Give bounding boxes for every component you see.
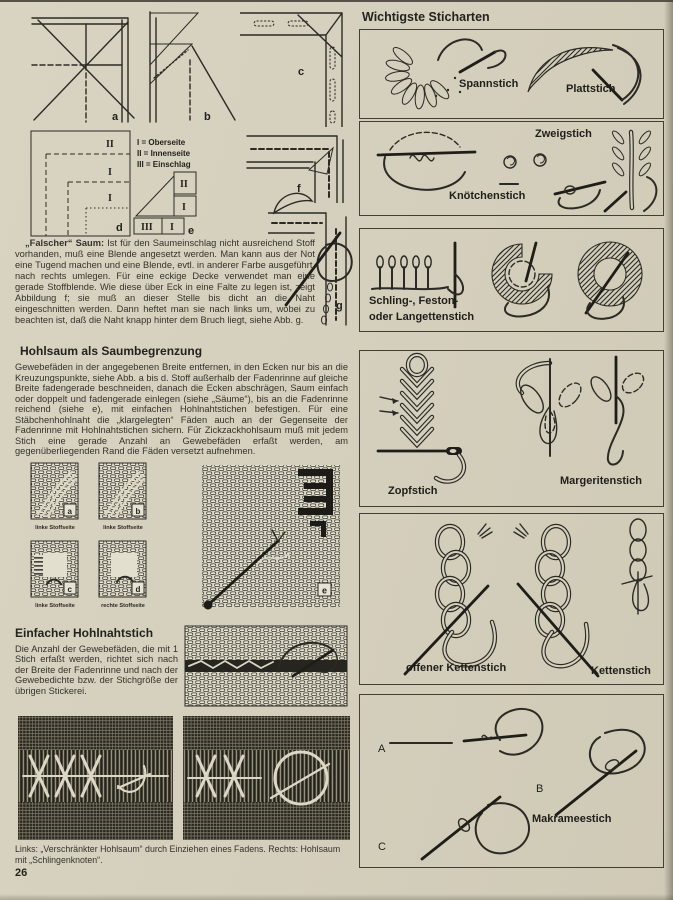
numeral-label: II xyxy=(106,139,114,150)
photo-hohlsaum-schlingenknoten xyxy=(183,716,350,840)
falscher-saum-body: Ist für den Saumeinschlag nicht ausreichend Stoff vorhanden, muß eine Blende angesetzt werden. Man kann aus der Not eine Tugend machen und eine Blende, evtl. in anderer Farbe ausgeführt, nach rechts umlegen. Für eine eckige Decke verwendet man eine gerade Stoffblende. Wie diese über Eck in eine Falte zu legen ist, zeigt Abbildung f; sie muß an dieser Stelle bis dicht an die Naht eingeschnitten werden. Dann heftet man sie nach links um, wobei zu beachten ist, daß die Naht knapp hinter dem Bruch liegt, siehe Abb. g. xyxy=(15,238,315,325)
makrameestich-illustration xyxy=(360,695,663,865)
swatch-tag: b xyxy=(135,507,141,516)
swatch-tag: a xyxy=(67,507,72,516)
corner-diagram-b xyxy=(142,8,237,128)
stitch-label-makrameestich: Makrameestich xyxy=(532,813,612,825)
legend-item: II = Innenseite xyxy=(137,149,191,158)
stitch-box-spannstich-plattstich xyxy=(359,29,664,119)
corner-diagram-a xyxy=(30,8,142,128)
falscher-saum-paragraph xyxy=(15,238,315,326)
stitch-box-zweigstich-knoetchenstich xyxy=(359,121,664,216)
numeral-label: I xyxy=(170,222,174,233)
fold-diagram-e xyxy=(130,166,200,238)
swatch-a-illustration xyxy=(30,462,80,522)
stitch-label-offener-kettenstich: offener Kettenstich xyxy=(406,662,507,674)
photo-caption: Links: „Verschränkter Hohlsaum“ durch Einziehen eines Fadens. Rechts: Hohlsaum mit „Schlingenknoten“. xyxy=(15,844,341,865)
stitch-box-zopfstich-margeritenstich xyxy=(359,350,664,507)
scan-edge-right xyxy=(664,0,673,900)
stitch-label-zopfstich: Zopfstich xyxy=(388,485,438,497)
hohlsaum-heading: Hohlsaum als Saumbegrenzung xyxy=(20,344,203,358)
page-number: 26 xyxy=(15,867,28,879)
diagram-tag-f: f xyxy=(297,183,301,195)
legend-item: I = Oberseite xyxy=(137,138,186,147)
diagram-tag-c: c xyxy=(298,66,305,78)
numeral-label: III xyxy=(141,222,153,233)
diagram-tag-e-mesh: e xyxy=(322,585,328,596)
stitch-label-zweigstich: Zweigstich xyxy=(535,128,592,140)
diagram-tag-e: e xyxy=(188,225,195,237)
stitch-box-kettenstich xyxy=(359,513,664,685)
diagram-tag-a: a xyxy=(112,111,119,123)
hohlnahtstich-heading: Einfacher Hohlnahtstich xyxy=(15,626,154,640)
numeral-label: I xyxy=(108,167,112,178)
numeral-label: II xyxy=(180,179,188,190)
swatch-b-illustration xyxy=(98,462,148,522)
swatch-label: rechte Stoffseite xyxy=(101,603,145,609)
stitch-label-kettenstich: Kettenstich xyxy=(591,665,651,677)
stitch-label-knoetchenstich: Knötchenstich xyxy=(449,190,526,202)
scan-edge-top xyxy=(0,0,673,2)
swatch-tag: d xyxy=(135,585,141,594)
hohlsaum-paragraph: Gewebefäden in der angegebenen Breite entfernen, in den Ecken nur bis an die Kreuzungspunkte, siehe Abb. a bis d. Stoff außerhalb der Fadenrinne auf gleiche Breite fadengerade beschneiden, danach die Ecken abschrägen, Saum einfach oder doppelt und fadengerade einlegen (siehe „Säume“), bis an die Fadenrinne reichend (siehe e), mit einfachen Hohlnahtstichen befestigen. Für eine Stäbchenhohlnaht die „klargelegten“ Fäden auch an der Gegenseite der Fadenrinne mit Hohlnahtstichen sichern. Für Zickzackhohlsaum muß mit jedem Stich eine gerade Anzahl an Gewebefäden erfaßt werden, am gegenüberliegenden Rand die Fäden versetzt aufnehmen. xyxy=(15,362,348,456)
scan-edge-bottom xyxy=(0,894,673,900)
diagram-tag-d: d xyxy=(116,222,123,234)
swatch-label: linke Stoffseite xyxy=(103,525,143,531)
swatch-label: linke Stoffseite xyxy=(35,525,75,531)
swatch-label: linke Stoffseite xyxy=(35,603,75,609)
makramee-marker-a: A xyxy=(378,743,386,755)
makramee-marker-b: B xyxy=(536,783,544,795)
falscher-saum-lead: „Falscher“ Saum: xyxy=(25,238,105,248)
swatch-c-illustration xyxy=(30,540,80,600)
stitch-label-margeritenstich: Margeritenstich xyxy=(560,475,642,487)
stitch-label-langettenstich: oder Langettenstich xyxy=(369,311,475,323)
numeral-label: I xyxy=(182,202,186,213)
right-column-heading: Wichtigste Sticharten xyxy=(362,10,490,24)
photo-verschraenkter-hohlsaum xyxy=(18,716,173,840)
stitch-label-spannstich: Spannstich xyxy=(459,78,519,90)
stitch-label-schling-feston: Schling-, Feston- xyxy=(369,295,459,307)
swatch-tag: c xyxy=(67,585,72,594)
diagram-tag-g: g xyxy=(336,300,343,312)
stitch-box-makrameestich xyxy=(359,694,664,868)
corner-diagram-c xyxy=(240,5,350,127)
mesh-diagram-e xyxy=(198,455,346,617)
hemstitch-band-illustration xyxy=(183,620,350,712)
legend-item: III = Einschlag xyxy=(137,160,191,169)
spannstich-plattstich-illustration xyxy=(360,30,663,116)
makramee-marker-c: C xyxy=(378,841,386,853)
numeral-label: I xyxy=(108,193,112,204)
fold-diagram-d xyxy=(30,130,132,238)
stitch-label-plattstich: Plattstich xyxy=(566,83,616,95)
kettenstich-illustration xyxy=(360,514,663,682)
stitch-box-langettenstich xyxy=(359,228,664,332)
diagram-tag-b: b xyxy=(204,111,211,123)
swatch-d-illustration xyxy=(98,540,148,600)
hohlnahtstich-paragraph: Die Anzahl der Gewebefäden, die mit 1 Stich erfaßt werden, richtet sich nach der Breite der Fadenrinne und nach der Gewebedichte bzw. der Stichgröße der übrigen Stickerei. xyxy=(15,644,178,696)
